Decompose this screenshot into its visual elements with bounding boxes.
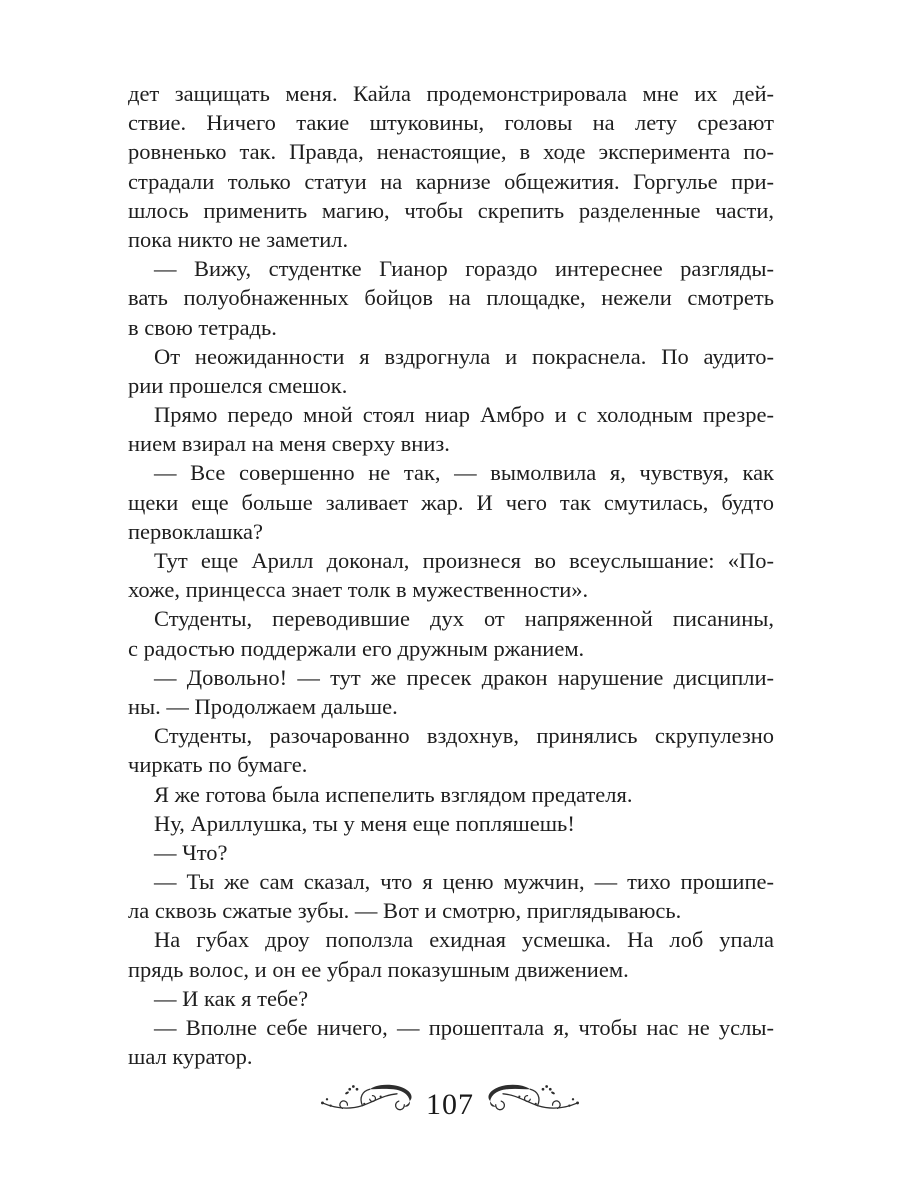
page-number: 107 xyxy=(426,1088,474,1121)
text-line: дет защищать меня. Кайла продемонстрировала мне их дей- xyxy=(128,81,774,106)
page-text xyxy=(128,79,774,1071)
text-line: рии прошелся смешок. xyxy=(128,372,348,398)
text-line: — Вполне себе ничего, — прошептала я, чтобы нас не услы- xyxy=(154,1015,774,1040)
text-line: На губах дроу поползла ехидная усмешка. На лоб упала xyxy=(154,927,774,953)
text-line: нием взирал на меня сверху вниз. xyxy=(128,431,450,457)
text-line: хоже, принцесса знает толк в мужественности». xyxy=(128,577,589,603)
text-line: От неожиданности я вздрогнула и покраснела. По аудито- xyxy=(154,343,774,369)
text-line: — И как я тебе? xyxy=(154,985,309,1011)
floral-flourish-right-icon xyxy=(483,1082,583,1122)
text-line: Я же готова была испепелить взглядом предателя. xyxy=(154,781,633,807)
text-line: Студенты, разочарованно вздохнув, принялись скрупулезно xyxy=(154,723,774,749)
text-line: прядь волос, и он ее убрал показушным движением. xyxy=(128,956,629,982)
text-line: ны. — Продолжаем дальше. xyxy=(128,693,398,719)
text-line: — Ты же сам сказал, что я ценю мужчин, — тихо прошипе- xyxy=(154,869,774,895)
text-line: пока никто не заметил. xyxy=(128,226,349,252)
text-line: шал куратор. xyxy=(128,1044,253,1070)
text-line: Тут еще Арилл доконал, произнеся во всеуслышание: «По- xyxy=(154,548,774,573)
text-line: — Что? xyxy=(154,839,228,865)
text-line: щеки еще больше заливает жар. И чего так смутилась, будто xyxy=(128,489,774,515)
text-line: чиркать по бумаге. xyxy=(128,752,308,778)
text-line: страдали только статуи на карнизе общежития. Горгулье при- xyxy=(128,168,774,194)
text-line: в свою тетрадь. xyxy=(128,314,277,340)
text-line: шлось применить магию, чтобы скрепить разделенные части, xyxy=(128,197,774,223)
page-footer xyxy=(0,1078,900,1126)
text-line: — Все совершенно не так, — вымолвила я, чувствуя, как xyxy=(154,460,774,486)
text-line: вать полуобнаженных бойцов на площадке, нежели смотреть xyxy=(128,285,774,311)
text-line: — Довольно! — тут же пресек дракон нарушение дисципли- xyxy=(154,664,774,690)
text-line: — Вижу, студентке Гианор гораздо интереснее разгляды- xyxy=(154,256,774,282)
text-line: Студенты, переводившие дух от напряженной писанины, xyxy=(154,606,774,632)
text-line: ла сквозь сжатые зубы. — Вот и смотрю, приглядываюсь. xyxy=(128,898,682,924)
text-line: Прямо передо мной стоял ниар Амбро и с холодным презре- xyxy=(154,402,774,428)
text-line: с радостью поддержали его дружным ржанием. xyxy=(128,635,585,661)
text-line: первоклашка? xyxy=(128,518,264,544)
text-line: ствие. Ничего такие штуковины, головы на лету срезают xyxy=(128,110,774,136)
text-line: Ну, Ариллушка, ты у меня еще попляшешь! xyxy=(154,810,575,836)
floral-flourish-left-icon xyxy=(317,1082,417,1122)
text-line: ровненько так. Правда, ненастоящие, в ходе эксперимента по- xyxy=(128,139,774,165)
